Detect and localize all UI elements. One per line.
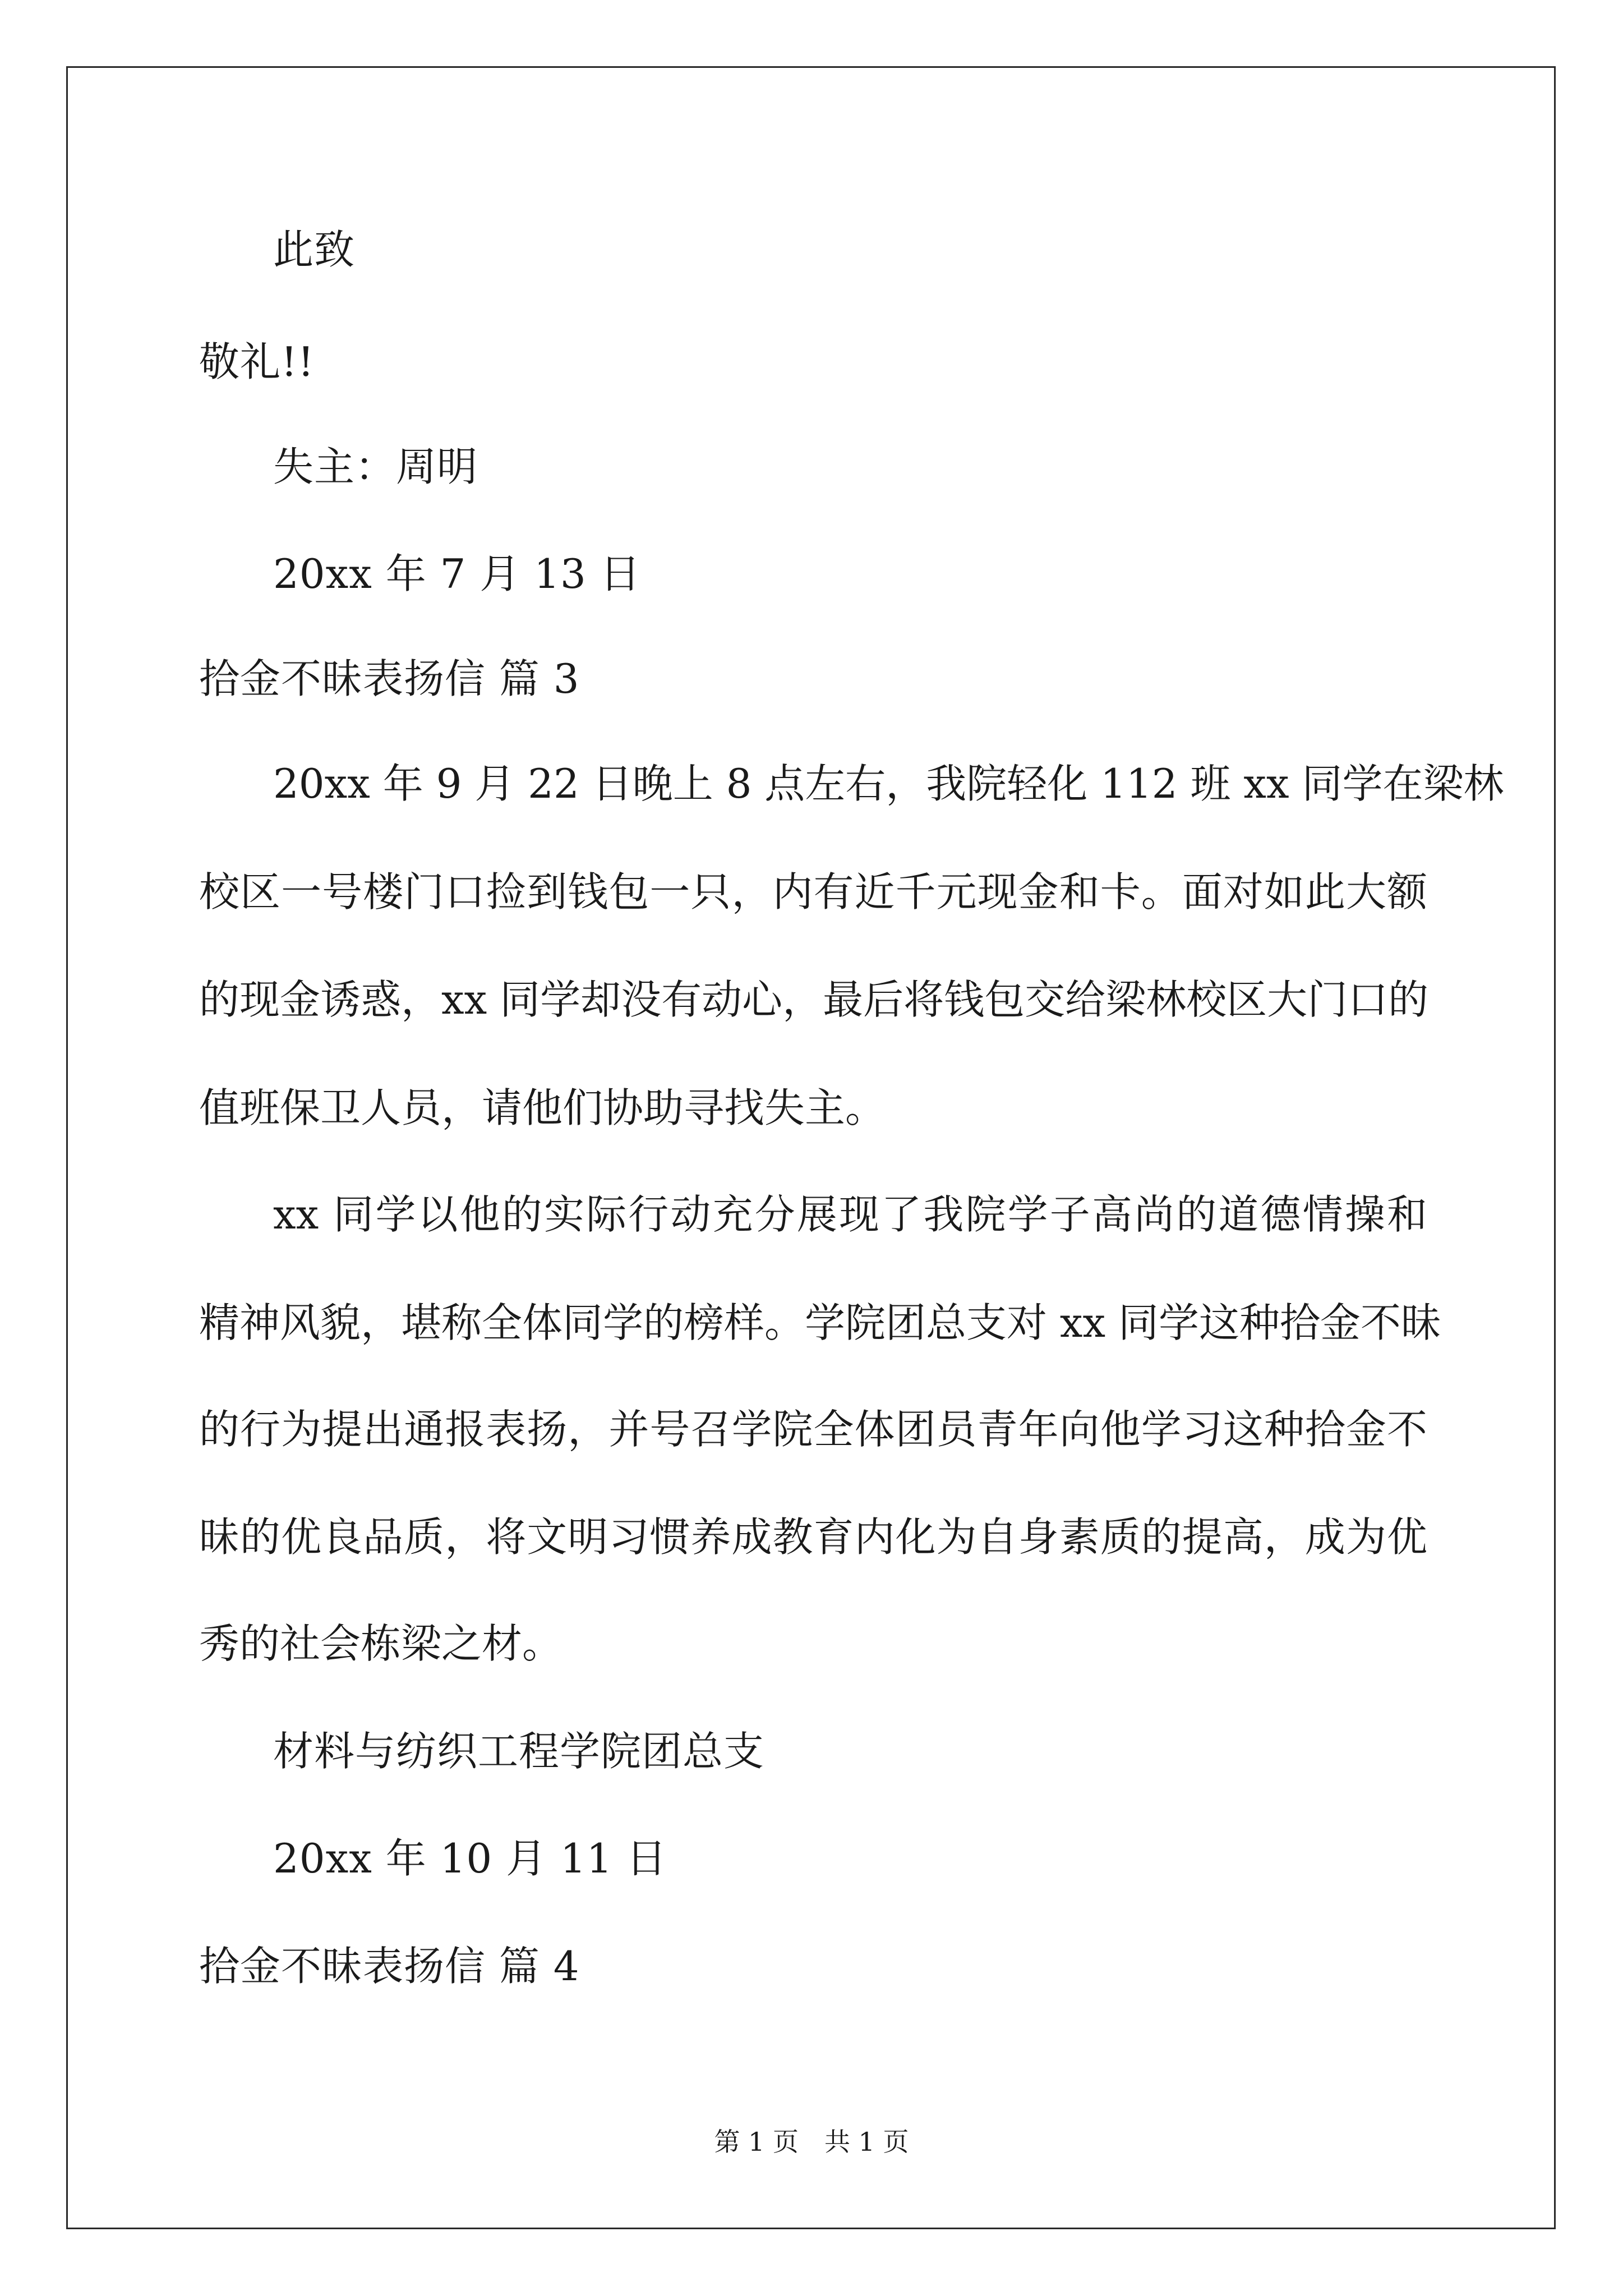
section3-signature: 材料与纺织工程学院团总支 bbox=[273, 1728, 765, 1775]
closing-date: 20xx 年 7 月 13 日 bbox=[273, 550, 641, 597]
section3-paragraph2-line: 的行为提出通报表扬，并号召学院全体团员青年向他学习这种拾金不 bbox=[199, 1406, 1427, 1453]
section3-heading: 拾金不昧表扬信 篇 3 bbox=[199, 655, 580, 702]
section3-date: 20xx 年 10 月 11 日 bbox=[273, 1835, 667, 1882]
closing-salutation: 此致 bbox=[273, 226, 356, 273]
section3-paragraph2-line: 昧的优良品质，将文明习惯养成教育内化为自身素质的提高，成为优 bbox=[199, 1513, 1427, 1561]
page-frame bbox=[66, 66, 1556, 2229]
section3-paragraph1-line: 的现金诱惑，xx 同学却没有动心，最后将钱包交给梁林校区大门口的 bbox=[199, 976, 1429, 1023]
closing-signature: 失主：周明 bbox=[273, 443, 478, 490]
section3-paragraph2-line: xx 同学以他的实际行动充分展现了我院学子高尚的道德情操和 bbox=[273, 1191, 1427, 1238]
section4-heading: 拾金不昧表扬信 篇 4 bbox=[199, 1943, 580, 1990]
page-footer: 第 1 页 共 1 页 bbox=[714, 2127, 909, 2157]
section3-paragraph2-line: 秀的社会栋梁之材。 bbox=[199, 1620, 563, 1667]
section3-paragraph2-line: 精神风貌，堪称全体同学的榜样。学院团总支对 xx 同学这种拾金不昧 bbox=[199, 1299, 1441, 1346]
closing-regards: 敬礼!! bbox=[199, 338, 315, 385]
section3-paragraph1-line: 20xx 年 9 月 22 日晚上 8 点左右，我院轻化 112 班 xx 同学在梁林 bbox=[273, 760, 1504, 807]
section3-paragraph1-line: 值班保卫人员，请他们协助寻找失主。 bbox=[199, 1084, 886, 1131]
section3-paragraph1-line: 校区一号楼门口捡到钱包一只，内有近千元现金和卡。面对如此大额 bbox=[199, 868, 1427, 915]
